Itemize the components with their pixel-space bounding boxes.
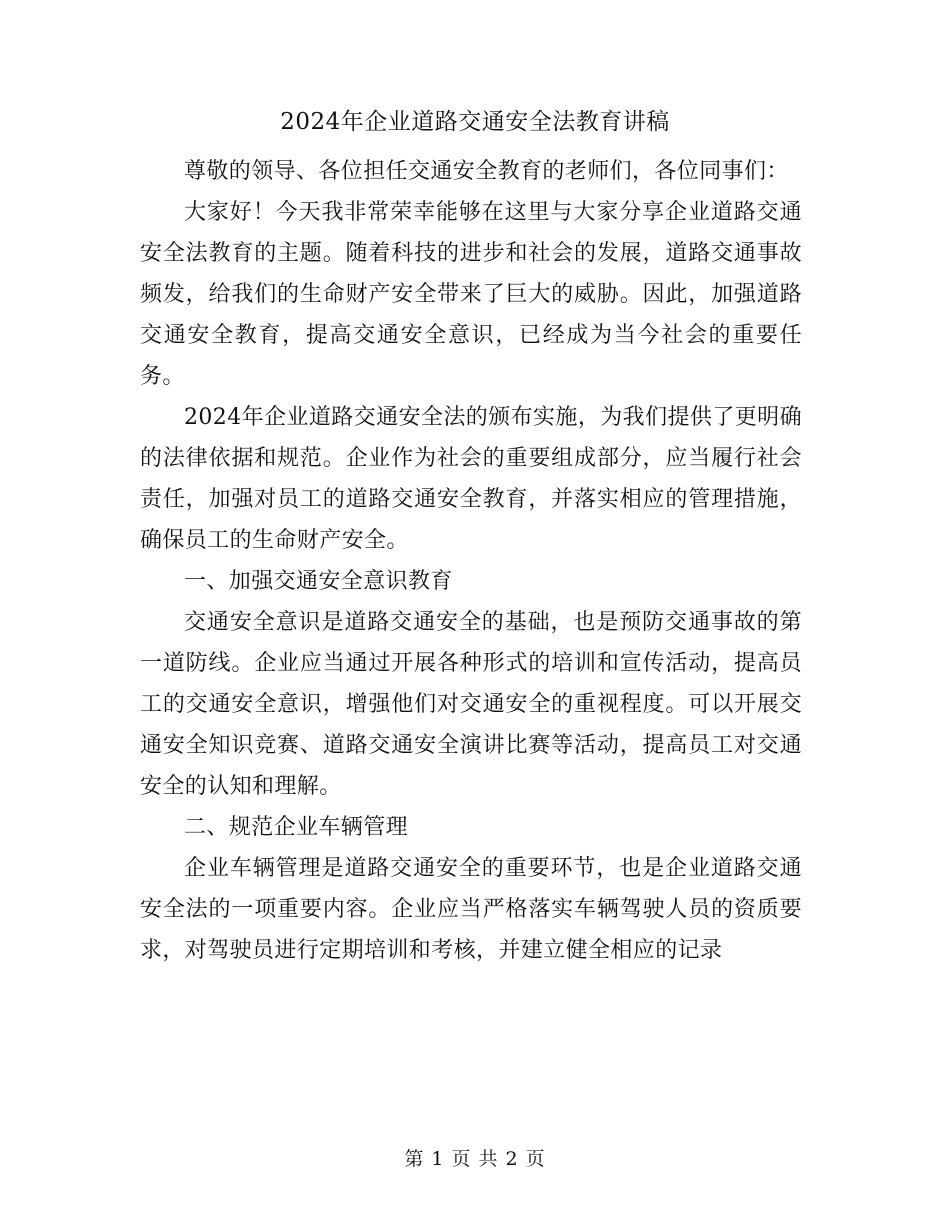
body-paragraph: 企业车辆管理是道路交通安全的重要环节，也是企业道路交通安全法的一项重要内容。企业应当严格落实车辆驾驶人员的资质要求，对驾驶员进行定期培训和考核，并建立健全相应的记录 (140, 856, 802, 963)
body-paragraph: 交通安全意识是道路交通安全的基础，也是预防交通事故的第一道防线。企业应当通过开展各种形式的培训和宣传活动，提高员工的交通安全意识，增强他们对交通安全的重视程度。可以开展交通安全知识竞赛、道路交通安全演讲比赛等活动，提高员工对交通安全的认知和理解。 (140, 610, 802, 799)
salutation-paragraph: 尊敬的领导、各位担任交通安全教育的老师们，各位同事们： (184, 159, 789, 184)
document-body (140, 151, 802, 971)
section-heading: 一、加强交通安全意识教育 (184, 569, 453, 594)
body-paragraph: 2024年企业道路交通安全法的颁布实施，为我们提供了更明确的法律依据和规范。企业作为社会的重要组成部分，应当履行社会责任，加强对员工的道路交通安全教育，并落实相应的管理措施，确保员工的生命财产安全。 (140, 405, 802, 553)
document-title: 2024年企业道路交通安全法教育讲稿 (280, 109, 670, 135)
page-number-footer: 第 1 页 共 2 页 (404, 1148, 546, 1170)
section-heading: 二、规范企业车辆管理 (184, 815, 409, 840)
body-paragraph: 大家好！今天我非常荣幸能够在这里与大家分享企业道路交通安全法教育的主题。随着科技的进步和社会的发展，道路交通事故频发，给我们的生命财产安全带来了巨大的威胁。因此，加强道路交通安全教育，提高交通安全意识，已经成为当今社会的重要任务。 (140, 200, 802, 389)
